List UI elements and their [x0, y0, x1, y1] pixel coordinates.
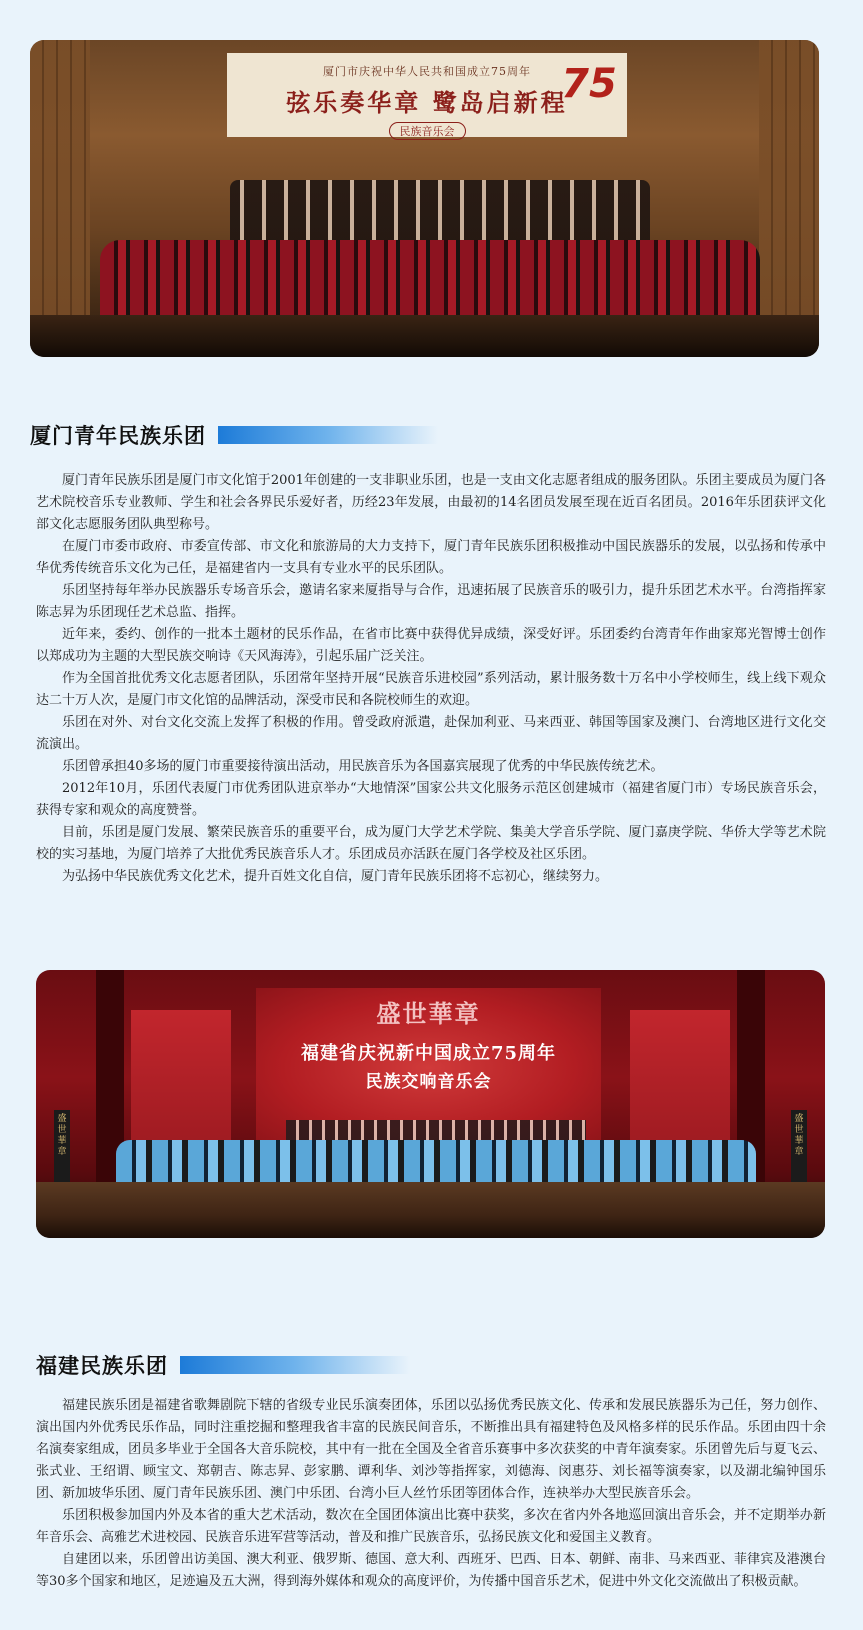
paragraph: 目前，乐团是厦门发展、繁荣民族音乐的重要平台，成为厦门大学艺术学院、集美大学音乐学院、厦门嘉庚学院、华侨大学等艺术院校的实习基地，为厦门培养了大批优秀民族音乐人才。乐团成员亦活跃在厦门各学校及社区乐团。 — [36, 825, 826, 862]
stage-banner — [227, 53, 627, 137]
anniversary-75-logo: 75 — [561, 61, 617, 107]
banner-tag: 民族音乐会 — [389, 122, 466, 140]
side-sign-left: 盛世華章 — [54, 1110, 70, 1184]
paragraph: 为弘扬中华民族优秀文化艺术，提升百姓文化自信，厦门青年民族乐团将不忘初心，继续努力。 — [62, 869, 609, 884]
section-body-fujian — [36, 1395, 826, 1593]
concert-photo-fujian — [36, 970, 825, 1238]
event-logo: 盛世華章 — [376, 999, 481, 1028]
paragraph: 近年来，委约、创作的一批本土题材的民乐作品，在省市比赛中获得优异成绩，深受好评。乐团委约台湾青年作曲家郑光智博士创作以郑成功为主题的大型民族交响诗《天风海涛》，引起乐届广泛关注。 — [36, 627, 826, 664]
heading-accent-bar — [218, 426, 438, 444]
stage-floor — [30, 315, 819, 357]
wall-panel-right — [759, 40, 819, 317]
stage-floor — [36, 1182, 825, 1238]
paragraph: 2012年10月，乐团代表厦门市优秀团队进京举办“大地情深”国家公共文化服务示范区创建城市（福建省厦门市）专场民族音乐会，获得专家和观众的高度赞誉。 — [36, 781, 826, 818]
paragraph: 乐团积极参加国内外及本省的重大艺术活动，数次在全国团体演出比赛中获奖，多次在省内外各地巡回演出音乐会，并不定期举办新年音乐会、高雅艺术进校园、民族音乐进军营等活动，普及和推广民族音乐，弘扬民族文化和爱国主义教育。 — [36, 1508, 826, 1545]
section-title: 厦门青年民族乐团 — [30, 423, 206, 448]
section-heading-fujian — [36, 1350, 410, 1380]
paragraph: 厦门青年民族乐团是厦门市文化馆于2001年创建的一支非职业乐团，也是一支由文化志愿者组成的服务团队。乐团主要成员为厦门各艺术院校音乐专业教师、学生和社会各界民乐爱好者，历经23年发展，由最初的14名团员发展至现在近百名团员。2016年乐团获评文化部文化志愿服务团队典型称号。 — [36, 473, 826, 532]
section-heading-xiamen — [30, 420, 438, 450]
paragraph: 作为全国首批优秀文化志愿者团队，乐团常年坚持开展“民族音乐进校园”系列活动，累计服务数十万名中小学校师生，线上线下观众达二十万人次，是厦门市文化馆的品牌活动，深受市民和各院校师生的欢迎。 — [36, 671, 826, 708]
screen-title-line2: 民族交响音乐会 — [365, 1072, 492, 1092]
side-screen-right — [630, 1010, 730, 1160]
heading-accent-bar — [180, 1356, 410, 1374]
screen-title-line1: 福建省庆祝新中国成立75周年 — [300, 1043, 557, 1064]
paragraph: 乐团曾承担40多场的厦门市重要接待演出活动，用民族音乐为各国嘉宾展现了优秀的中华民族传统艺术。 — [62, 759, 664, 774]
paragraph: 自建团以来，乐团曾出访美国、澳大利亚、俄罗斯、德国、意大利、西班牙、巴西、日本、朝鲜、南非、马来西亚、菲律宾及港澳台等30多个国家和地区，足迹遍及五大洲，得到海外媒体和观众的高度评价，为传播中国音乐艺术，促进中外文化交流做出了积极贡献。 — [36, 1552, 826, 1589]
paragraph: 乐团坚持每年举办民族器乐专场音乐会，邀请名家来厦指导与合作，迅速拓展了民族音乐的吸引力，提升乐团艺术水平。台湾指挥家陈志昇为乐团现任艺术总监、指挥。 — [36, 583, 826, 620]
banner-subtitle: 厦门市庆祝中华人民共和国成立75周年 — [323, 65, 531, 78]
banner-title: 弦乐奏华章 鹭岛启新程 — [286, 88, 568, 117]
paragraph: 福建民族乐团是福建省歌舞剧院下辖的省级专业民乐演奏团体，乐团以弘扬优秀民族文化、传承和发展民族器乐为己任，努力创作、演出国内外优秀民乐作品，同时注重挖掘和整理我省丰富的民族民间音乐，不断推出具有福建特色及风格多样的民乐作品。乐团由四十余名演奏家组成，团员多毕业于全国各大音乐院校，其中有一批在全国及全省音乐赛事中多次获奖的中青年演奏家。乐团曾先后与夏飞云、张式业、王绍谓、顾宝文、郑朝吉、陈志昇、彭家鹏、谭利华、刘沙等指挥家，刘德海、闵惠芬、刘长福等演奏家，以及湖北编钟国乐团、新加坡华乐团、厦门青年民族乐团、澳门中乐团、台湾小巨人丝竹乐团等团体合作，连袂举办大型民族音乐会。 — [36, 1398, 826, 1501]
wall-panel-left — [30, 40, 90, 317]
paragraph: 在厦门市委市政府、市委宣传部、市文化和旅游局的大力支持下，厦门青年民族乐团积极推动中国民族器乐的发展，以弘扬和传承中华优秀传统音乐文化为己任，是福建省内一支具有专业水平的民乐团队。 — [36, 539, 826, 576]
section-title: 福建民族乐团 — [36, 1353, 168, 1378]
side-screen-left — [131, 1010, 231, 1160]
concert-photo-xiamen — [30, 40, 819, 357]
side-sign-right: 盛世華章 — [791, 1110, 807, 1184]
paragraph: 乐团在对外、对台文化交流上发挥了积极的作用。曾受政府派遣，赴保加利亚、马来西亚、韩国等国家及澳门、台湾地区进行文化交流演出。 — [36, 715, 826, 752]
section-body-xiamen — [36, 470, 826, 888]
